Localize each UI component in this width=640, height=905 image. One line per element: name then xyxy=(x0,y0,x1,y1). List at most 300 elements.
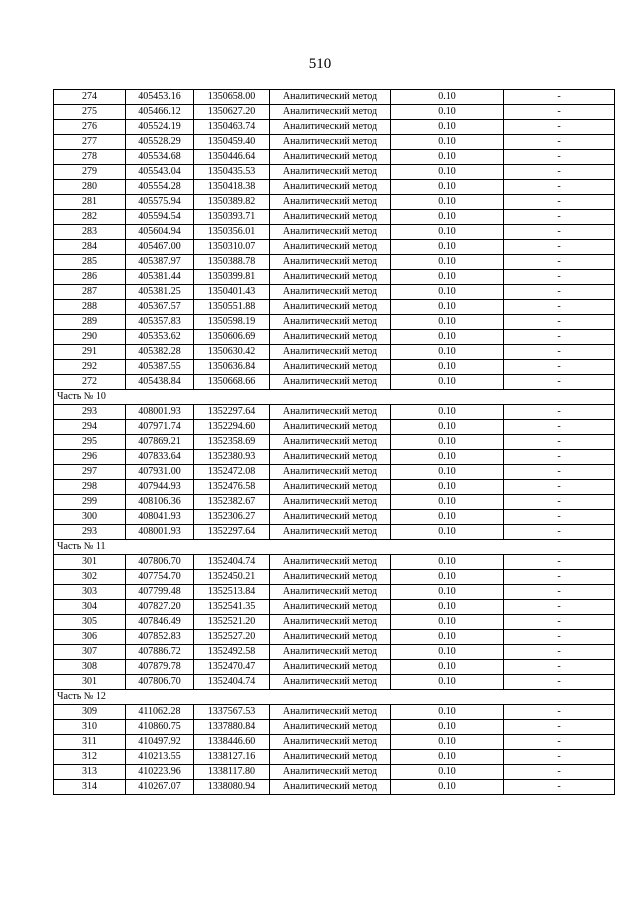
x-coordinate-cell: 411062.28 xyxy=(126,705,194,720)
y-coordinate-cell: 1352450.21 xyxy=(194,570,270,585)
accuracy-cell: 0.10 xyxy=(391,750,504,765)
method-cell: Аналитический метод xyxy=(270,210,391,225)
table-row xyxy=(54,450,615,465)
y-coordinate-cell: 1350399.81 xyxy=(194,270,270,285)
x-coordinate-cell: 407833.64 xyxy=(126,450,194,465)
method-cell: Аналитический метод xyxy=(270,510,391,525)
accuracy-cell: 0.10 xyxy=(391,645,504,660)
y-coordinate-cell: 1352382.67 xyxy=(194,495,270,510)
point-number-cell: 278 xyxy=(54,150,126,165)
accuracy-cell: 0.10 xyxy=(391,570,504,585)
table-row xyxy=(54,480,615,495)
accuracy-cell: 0.10 xyxy=(391,735,504,750)
description-cell: - xyxy=(504,360,615,375)
description-cell: - xyxy=(504,735,615,750)
point-number-cell: 294 xyxy=(54,420,126,435)
description-cell: - xyxy=(504,420,615,435)
accuracy-cell: 0.10 xyxy=(391,450,504,465)
x-coordinate-cell: 405543.04 xyxy=(126,165,194,180)
table-row xyxy=(54,600,615,615)
accuracy-cell: 0.10 xyxy=(391,495,504,510)
accuracy-cell: 0.10 xyxy=(391,720,504,735)
x-coordinate-cell: 405467.00 xyxy=(126,240,194,255)
point-number-cell: 306 xyxy=(54,630,126,645)
table-row xyxy=(54,675,615,690)
point-number-cell: 305 xyxy=(54,615,126,630)
description-cell: - xyxy=(504,150,615,165)
table-row xyxy=(54,255,615,270)
method-cell: Аналитический метод xyxy=(270,420,391,435)
x-coordinate-cell: 407806.70 xyxy=(126,555,194,570)
description-cell: - xyxy=(504,525,615,540)
accuracy-cell: 0.10 xyxy=(391,660,504,675)
description-cell: - xyxy=(504,120,615,135)
table-row xyxy=(54,345,615,360)
x-coordinate-cell: 408106.36 xyxy=(126,495,194,510)
table-row xyxy=(54,315,615,330)
table-row xyxy=(54,225,615,240)
description-cell: - xyxy=(504,705,615,720)
description-cell: - xyxy=(504,135,615,150)
y-coordinate-cell: 1350388.78 xyxy=(194,255,270,270)
description-cell: - xyxy=(504,375,615,390)
method-cell: Аналитический метод xyxy=(270,675,391,690)
table-row xyxy=(54,195,615,210)
x-coordinate-cell: 407869.21 xyxy=(126,435,194,450)
table-row xyxy=(54,720,615,735)
table-row xyxy=(54,405,615,420)
description-cell: - xyxy=(504,285,615,300)
point-number-cell: 299 xyxy=(54,495,126,510)
description-cell: - xyxy=(504,435,615,450)
y-coordinate-cell: 1337880.84 xyxy=(194,720,270,735)
description-cell: - xyxy=(504,555,615,570)
method-cell: Аналитический метод xyxy=(270,765,391,780)
description-cell: - xyxy=(504,330,615,345)
description-cell: - xyxy=(504,225,615,240)
method-cell: Аналитический метод xyxy=(270,480,391,495)
method-cell: Аналитический метод xyxy=(270,285,391,300)
x-coordinate-cell: 410267.07 xyxy=(126,780,194,795)
method-cell: Аналитический метод xyxy=(270,435,391,450)
method-cell: Аналитический метод xyxy=(270,330,391,345)
y-coordinate-cell: 1352492.58 xyxy=(194,645,270,660)
y-coordinate-cell: 1350459.40 xyxy=(194,135,270,150)
x-coordinate-cell: 405357.83 xyxy=(126,315,194,330)
table-row xyxy=(54,240,615,255)
x-coordinate-cell: 405381.44 xyxy=(126,270,194,285)
x-coordinate-cell: 405382.28 xyxy=(126,345,194,360)
table-row xyxy=(54,135,615,150)
page-number: 510 xyxy=(308,56,332,72)
point-number-cell: 308 xyxy=(54,660,126,675)
y-coordinate-cell: 1352380.93 xyxy=(194,450,270,465)
y-coordinate-cell: 1338127.16 xyxy=(194,750,270,765)
x-coordinate-cell: 407879.78 xyxy=(126,660,194,675)
table-row xyxy=(54,585,615,600)
x-coordinate-cell: 407971.74 xyxy=(126,420,194,435)
method-cell: Аналитический метод xyxy=(270,750,391,765)
y-coordinate-cell: 1350630.42 xyxy=(194,345,270,360)
method-cell: Аналитический метод xyxy=(270,240,391,255)
y-coordinate-cell: 1352297.64 xyxy=(194,405,270,420)
description-cell: - xyxy=(504,195,615,210)
x-coordinate-cell: 410223.96 xyxy=(126,765,194,780)
accuracy-cell: 0.10 xyxy=(391,90,504,105)
table-row xyxy=(54,705,615,720)
x-coordinate-cell: 405438.84 xyxy=(126,375,194,390)
accuracy-cell: 0.10 xyxy=(391,420,504,435)
accuracy-cell: 0.10 xyxy=(391,435,504,450)
accuracy-cell: 0.10 xyxy=(391,780,504,795)
point-number-cell: 279 xyxy=(54,165,126,180)
accuracy-cell: 0.10 xyxy=(391,150,504,165)
method-cell: Аналитический метод xyxy=(270,600,391,615)
section-label: Часть № 11 xyxy=(54,540,615,555)
description-cell: - xyxy=(504,780,615,795)
table-row xyxy=(54,765,615,780)
y-coordinate-cell: 1350598.19 xyxy=(194,315,270,330)
x-coordinate-cell: 405353.62 xyxy=(126,330,194,345)
point-number-cell: 276 xyxy=(54,120,126,135)
method-cell: Аналитический метод xyxy=(270,735,391,750)
y-coordinate-cell: 1350658.00 xyxy=(194,90,270,105)
description-cell: - xyxy=(504,450,615,465)
description-cell: - xyxy=(504,630,615,645)
method-cell: Аналитический метод xyxy=(270,150,391,165)
accuracy-cell: 0.10 xyxy=(391,675,504,690)
accuracy-cell: 0.10 xyxy=(391,510,504,525)
method-cell: Аналитический метод xyxy=(270,135,391,150)
description-cell: - xyxy=(504,585,615,600)
accuracy-cell: 0.10 xyxy=(391,330,504,345)
description-cell: - xyxy=(504,240,615,255)
y-coordinate-cell: 1352404.74 xyxy=(194,555,270,570)
x-coordinate-cell: 407799.48 xyxy=(126,585,194,600)
x-coordinate-cell: 410497.92 xyxy=(126,735,194,750)
x-coordinate-cell: 405387.97 xyxy=(126,255,194,270)
method-cell: Аналитический метод xyxy=(270,120,391,135)
method-cell: Аналитический метод xyxy=(270,645,391,660)
description-cell: - xyxy=(504,180,615,195)
table-row xyxy=(54,780,615,795)
point-number-cell: 298 xyxy=(54,480,126,495)
y-coordinate-cell: 1352297.64 xyxy=(194,525,270,540)
method-cell: Аналитический метод xyxy=(270,555,391,570)
x-coordinate-cell: 407931.00 xyxy=(126,465,194,480)
table-row xyxy=(54,495,615,510)
accuracy-cell: 0.10 xyxy=(391,345,504,360)
point-number-cell: 303 xyxy=(54,585,126,600)
method-cell: Аналитический метод xyxy=(270,585,391,600)
y-coordinate-cell: 1350401.43 xyxy=(194,285,270,300)
description-cell: - xyxy=(504,675,615,690)
table-row xyxy=(54,510,615,525)
table-row xyxy=(54,210,615,225)
x-coordinate-cell: 408001.93 xyxy=(126,405,194,420)
point-number-cell: 274 xyxy=(54,90,126,105)
y-coordinate-cell: 1350418.38 xyxy=(194,180,270,195)
y-coordinate-cell: 1352527.20 xyxy=(194,630,270,645)
x-coordinate-cell: 405453.16 xyxy=(126,90,194,105)
point-number-cell: 301 xyxy=(54,555,126,570)
point-number-cell: 314 xyxy=(54,780,126,795)
accuracy-cell: 0.10 xyxy=(391,105,504,120)
table-row xyxy=(54,105,615,120)
x-coordinate-cell: 405387.55 xyxy=(126,360,194,375)
y-coordinate-cell: 1352470.47 xyxy=(194,660,270,675)
point-number-cell: 283 xyxy=(54,225,126,240)
table-row xyxy=(54,735,615,750)
x-coordinate-cell: 410860.75 xyxy=(126,720,194,735)
y-coordinate-cell: 1352294.60 xyxy=(194,420,270,435)
description-cell: - xyxy=(504,300,615,315)
x-coordinate-cell: 407886.72 xyxy=(126,645,194,660)
point-number-cell: 280 xyxy=(54,180,126,195)
accuracy-cell: 0.10 xyxy=(391,555,504,570)
y-coordinate-cell: 1350393.71 xyxy=(194,210,270,225)
description-cell: - xyxy=(504,660,615,675)
accuracy-cell: 0.10 xyxy=(391,285,504,300)
description-cell: - xyxy=(504,750,615,765)
y-coordinate-cell: 1350636.84 xyxy=(194,360,270,375)
accuracy-cell: 0.10 xyxy=(391,585,504,600)
x-coordinate-cell: 405604.94 xyxy=(126,225,194,240)
point-number-cell: 285 xyxy=(54,255,126,270)
point-number-cell: 275 xyxy=(54,105,126,120)
accuracy-cell: 0.10 xyxy=(391,360,504,375)
method-cell: Аналитический метод xyxy=(270,525,391,540)
method-cell: Аналитический метод xyxy=(270,345,391,360)
y-coordinate-cell: 1338446.60 xyxy=(194,735,270,750)
description-cell: - xyxy=(504,165,615,180)
accuracy-cell: 0.10 xyxy=(391,630,504,645)
table-row xyxy=(54,120,615,135)
x-coordinate-cell: 407944.93 xyxy=(126,480,194,495)
table-row xyxy=(54,570,615,585)
method-cell: Аналитический метод xyxy=(270,225,391,240)
accuracy-cell: 0.10 xyxy=(391,315,504,330)
method-cell: Аналитический метод xyxy=(270,450,391,465)
table-row xyxy=(54,180,615,195)
method-cell: Аналитический метод xyxy=(270,300,391,315)
accuracy-cell: 0.10 xyxy=(391,180,504,195)
description-cell: - xyxy=(504,90,615,105)
point-number-cell: 293 xyxy=(54,525,126,540)
table-row xyxy=(54,420,615,435)
section-header-row xyxy=(54,690,615,705)
point-number-cell: 287 xyxy=(54,285,126,300)
point-number-cell: 288 xyxy=(54,300,126,315)
point-number-cell: 309 xyxy=(54,705,126,720)
table-row xyxy=(54,90,615,105)
accuracy-cell: 0.10 xyxy=(391,615,504,630)
point-number-cell: 284 xyxy=(54,240,126,255)
accuracy-cell: 0.10 xyxy=(391,405,504,420)
y-coordinate-cell: 1350668.66 xyxy=(194,375,270,390)
coordinates-table xyxy=(53,89,615,795)
accuracy-cell: 0.10 xyxy=(391,465,504,480)
description-cell: - xyxy=(504,405,615,420)
method-cell: Аналитический метод xyxy=(270,105,391,120)
method-cell: Аналитический метод xyxy=(270,615,391,630)
point-number-cell: 311 xyxy=(54,735,126,750)
table-row xyxy=(54,750,615,765)
accuracy-cell: 0.10 xyxy=(391,300,504,315)
method-cell: Аналитический метод xyxy=(270,780,391,795)
x-coordinate-cell: 407827.20 xyxy=(126,600,194,615)
method-cell: Аналитический метод xyxy=(270,195,391,210)
y-coordinate-cell: 1350463.74 xyxy=(194,120,270,135)
accuracy-cell: 0.10 xyxy=(391,225,504,240)
description-cell: - xyxy=(504,315,615,330)
point-number-cell: 310 xyxy=(54,720,126,735)
accuracy-cell: 0.10 xyxy=(391,270,504,285)
description-cell: - xyxy=(504,765,615,780)
method-cell: Аналитический метод xyxy=(270,180,391,195)
section-header-row xyxy=(54,540,615,555)
description-cell: - xyxy=(504,720,615,735)
table-row xyxy=(54,375,615,390)
x-coordinate-cell: 408041.93 xyxy=(126,510,194,525)
description-cell: - xyxy=(504,495,615,510)
x-coordinate-cell: 405554.28 xyxy=(126,180,194,195)
point-number-cell: 291 xyxy=(54,345,126,360)
y-coordinate-cell: 1338080.94 xyxy=(194,780,270,795)
table-row xyxy=(54,630,615,645)
x-coordinate-cell: 408001.93 xyxy=(126,525,194,540)
x-coordinate-cell: 407852.83 xyxy=(126,630,194,645)
point-number-cell: 290 xyxy=(54,330,126,345)
description-cell: - xyxy=(504,210,615,225)
point-number-cell: 292 xyxy=(54,360,126,375)
method-cell: Аналитический метод xyxy=(270,705,391,720)
description-cell: - xyxy=(504,510,615,525)
x-coordinate-cell: 405466.12 xyxy=(126,105,194,120)
accuracy-cell: 0.10 xyxy=(391,480,504,495)
table-row xyxy=(54,660,615,675)
y-coordinate-cell: 1338117.80 xyxy=(194,765,270,780)
accuracy-cell: 0.10 xyxy=(391,600,504,615)
description-cell: - xyxy=(504,465,615,480)
method-cell: Аналитический метод xyxy=(270,270,391,285)
x-coordinate-cell: 407846.49 xyxy=(126,615,194,630)
accuracy-cell: 0.10 xyxy=(391,195,504,210)
x-coordinate-cell: 407754.70 xyxy=(126,570,194,585)
method-cell: Аналитический метод xyxy=(270,405,391,420)
y-coordinate-cell: 1350606.69 xyxy=(194,330,270,345)
y-coordinate-cell: 1352476.58 xyxy=(194,480,270,495)
y-coordinate-cell: 1350551.88 xyxy=(194,300,270,315)
description-cell: - xyxy=(504,600,615,615)
method-cell: Аналитический метод xyxy=(270,495,391,510)
table-row xyxy=(54,300,615,315)
table-row xyxy=(54,165,615,180)
y-coordinate-cell: 1350389.82 xyxy=(194,195,270,210)
description-cell: - xyxy=(504,270,615,285)
description-cell: - xyxy=(504,480,615,495)
point-number-cell: 304 xyxy=(54,600,126,615)
accuracy-cell: 0.10 xyxy=(391,705,504,720)
table-row xyxy=(54,285,615,300)
table-row xyxy=(54,465,615,480)
description-cell: - xyxy=(504,345,615,360)
description-cell: - xyxy=(504,645,615,660)
accuracy-cell: 0.10 xyxy=(391,375,504,390)
table-row xyxy=(54,270,615,285)
point-number-cell: 313 xyxy=(54,765,126,780)
point-number-cell: 272 xyxy=(54,375,126,390)
accuracy-cell: 0.10 xyxy=(391,255,504,270)
accuracy-cell: 0.10 xyxy=(391,210,504,225)
method-cell: Аналитический метод xyxy=(270,90,391,105)
method-cell: Аналитический метод xyxy=(270,375,391,390)
x-coordinate-cell: 405534.68 xyxy=(126,150,194,165)
method-cell: Аналитический метод xyxy=(270,315,391,330)
section-label: Часть № 12 xyxy=(54,690,615,705)
point-number-cell: 277 xyxy=(54,135,126,150)
method-cell: Аналитический метод xyxy=(270,630,391,645)
y-coordinate-cell: 1352306.27 xyxy=(194,510,270,525)
x-coordinate-cell: 405528.29 xyxy=(126,135,194,150)
accuracy-cell: 0.10 xyxy=(391,765,504,780)
point-number-cell: 286 xyxy=(54,270,126,285)
y-coordinate-cell: 1352521.20 xyxy=(194,615,270,630)
table-row xyxy=(54,555,615,570)
method-cell: Аналитический метод xyxy=(270,720,391,735)
point-number-cell: 281 xyxy=(54,195,126,210)
point-number-cell: 297 xyxy=(54,465,126,480)
y-coordinate-cell: 1350356.01 xyxy=(194,225,270,240)
table-row xyxy=(54,330,615,345)
y-coordinate-cell: 1350310.07 xyxy=(194,240,270,255)
accuracy-cell: 0.10 xyxy=(391,120,504,135)
method-cell: Аналитический метод xyxy=(270,360,391,375)
x-coordinate-cell: 405575.94 xyxy=(126,195,194,210)
accuracy-cell: 0.10 xyxy=(391,525,504,540)
x-coordinate-cell: 410213.55 xyxy=(126,750,194,765)
table-row xyxy=(54,435,615,450)
x-coordinate-cell: 405381.25 xyxy=(126,285,194,300)
point-number-cell: 295 xyxy=(54,435,126,450)
description-cell: - xyxy=(504,570,615,585)
coordinates-table-body xyxy=(54,90,615,795)
accuracy-cell: 0.10 xyxy=(391,135,504,150)
description-cell: - xyxy=(504,255,615,270)
y-coordinate-cell: 1352541.35 xyxy=(194,600,270,615)
point-number-cell: 300 xyxy=(54,510,126,525)
y-coordinate-cell: 1352358.69 xyxy=(194,435,270,450)
table-row xyxy=(54,360,615,375)
y-coordinate-cell: 1350627.20 xyxy=(194,105,270,120)
method-cell: Аналитический метод xyxy=(270,255,391,270)
accuracy-cell: 0.10 xyxy=(391,165,504,180)
point-number-cell: 312 xyxy=(54,750,126,765)
y-coordinate-cell: 1352513.84 xyxy=(194,585,270,600)
accuracy-cell: 0.10 xyxy=(391,240,504,255)
point-number-cell: 307 xyxy=(54,645,126,660)
table-row xyxy=(54,645,615,660)
section-header-row xyxy=(54,390,615,405)
y-coordinate-cell: 1352404.74 xyxy=(194,675,270,690)
x-coordinate-cell: 405524.19 xyxy=(126,120,194,135)
method-cell: Аналитический метод xyxy=(270,570,391,585)
x-coordinate-cell: 405594.54 xyxy=(126,210,194,225)
point-number-cell: 282 xyxy=(54,210,126,225)
table-row xyxy=(54,525,615,540)
method-cell: Аналитический метод xyxy=(270,660,391,675)
table-row xyxy=(54,150,615,165)
